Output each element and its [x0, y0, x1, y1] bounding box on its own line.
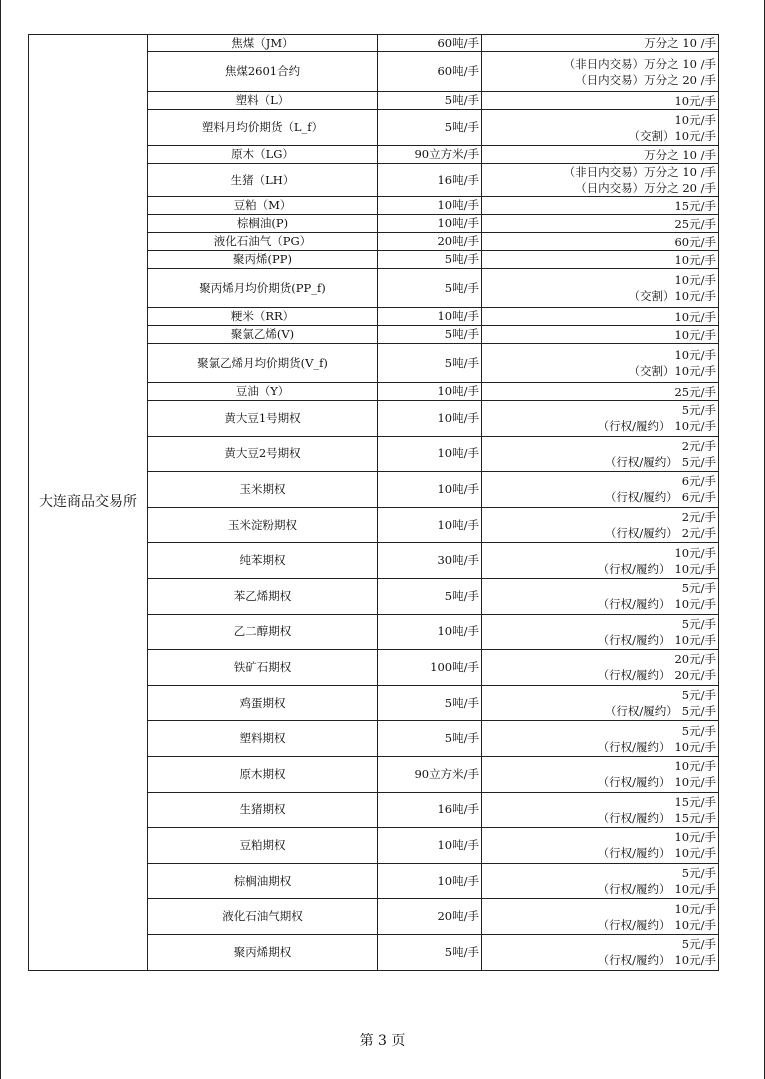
fee-line [484, 363, 716, 379]
fee-line [484, 454, 716, 470]
fee-value: （交割）10元/手 [628, 289, 716, 303]
contract-size-cell: 100吨/手 [378, 650, 482, 686]
product-name-cell: 棕榈油(P) [148, 215, 378, 233]
contract-size-cell: 60吨/手 [378, 35, 482, 52]
fee-prefix: （行权/履约） [597, 810, 671, 825]
product-name-cell: 聚氯乙烯(V) [148, 326, 378, 344]
fee-line [484, 703, 716, 719]
fee-value: 10元/手 [674, 561, 716, 576]
exchange-name-cell: 大连商品交易所 [29, 35, 148, 971]
fee-line [484, 112, 716, 128]
product-name-cell: 豆油（Y） [148, 383, 378, 401]
contract-size-cell: 16吨/手 [378, 164, 482, 197]
fee-line [484, 93, 716, 109]
contract-size-cell: 10吨/手 [378, 436, 482, 472]
contract-size-cell: 16吨/手 [378, 792, 482, 828]
product-name-cell: 聚氯乙烯月均价期货(V_f) [148, 344, 378, 383]
fee-cell [482, 721, 719, 757]
fee-cell [482, 92, 719, 110]
fee-value: 5元/手 [681, 866, 716, 881]
fee-value: 15元/手 [674, 810, 716, 825]
fee-line [484, 384, 716, 400]
fee-value: （日内交易）万分之 20 /手 [575, 181, 716, 195]
contract-size-cell: 5吨/手 [378, 92, 482, 110]
page-left-border [0, 0, 1, 1079]
fee-value: 10元/手 [674, 112, 716, 127]
fee-value: 20元/手 [674, 668, 716, 683]
fee-value: 5元/手 [681, 616, 716, 631]
fee-line [484, 128, 716, 144]
contract-size-cell: 5吨/手 [378, 251, 482, 269]
fee-value: （非日内交易）万分之 10 /手 [563, 56, 716, 71]
fee-cell [482, 436, 719, 472]
product-name-cell: 聚丙烯期权 [148, 934, 378, 970]
fee-line [484, 774, 716, 790]
contract-size-cell: 20吨/手 [378, 233, 482, 251]
product-name-cell: 塑料期权 [148, 721, 378, 757]
product-name-cell: 苯乙烯期权 [148, 578, 378, 614]
fee-line [484, 829, 716, 845]
fee-value: 10元/手 [674, 309, 716, 324]
fee-line [484, 272, 716, 288]
fee-line [484, 489, 716, 505]
fee-cell [482, 35, 719, 52]
fee-value: 10元/手 [674, 327, 716, 342]
fee-value: 10元/手 [674, 273, 716, 287]
fee-line [484, 917, 716, 933]
fee-cell [482, 934, 719, 970]
contract-size-cell: 60吨/手 [378, 52, 482, 92]
fee-line [484, 667, 716, 683]
product-name-cell: 生猪（LH） [148, 164, 378, 197]
fee-line [484, 72, 716, 88]
fee-cell [482, 863, 719, 899]
product-name-cell: 黄大豆1号期权 [148, 401, 378, 437]
fee-line [484, 418, 716, 434]
contract-size-cell: 90立方米/手 [378, 146, 482, 164]
fee-value: （非日内交易）万分之 10 /手 [563, 165, 716, 179]
contract-size-cell: 5吨/手 [378, 326, 482, 344]
fee-value: 10元/手 [674, 901, 716, 916]
fee-cell [482, 344, 719, 383]
fee-line [484, 739, 716, 755]
contract-size-cell: 10吨/手 [378, 472, 482, 508]
fee-cell [482, 899, 719, 935]
fee-cell [482, 685, 719, 721]
fee-value: 10元/手 [674, 252, 716, 267]
fee-line [484, 561, 716, 577]
fee-line [484, 580, 716, 596]
product-name-cell: 原木（LG） [148, 146, 378, 164]
contract-size-cell: 5吨/手 [378, 721, 482, 757]
fee-line [484, 438, 716, 454]
fee-value: （日内交易）万分之 20 /手 [575, 72, 716, 87]
fee-prefix: （行权/履约） [597, 419, 671, 434]
fee-value: 5元/手 [681, 723, 716, 738]
contract-size-cell: 10吨/手 [378, 507, 482, 543]
fee-value: 2元/手 [681, 438, 716, 453]
fee-table-body [29, 35, 719, 971]
contract-size-cell: 10吨/手 [378, 828, 482, 864]
fee-value: 5元/手 [681, 704, 716, 719]
fee-line [484, 216, 716, 232]
contract-size-cell: 10吨/手 [378, 401, 482, 437]
product-name-cell: 鸡蛋期权 [148, 685, 378, 721]
fee-line [484, 252, 716, 268]
contract-size-cell: 5吨/手 [378, 269, 482, 308]
fee-line [484, 687, 716, 703]
fee-line [484, 347, 716, 363]
fee-cell [482, 251, 719, 269]
product-name-cell: 豆粕期权 [148, 828, 378, 864]
fee-value: 10元/手 [674, 597, 716, 612]
fee-line [484, 473, 716, 489]
fee-line [484, 651, 716, 667]
fee-line [484, 845, 716, 861]
fee-value: 10元/手 [674, 632, 716, 647]
fee-prefix: （行权/履约） [597, 846, 671, 861]
fee-line [484, 632, 716, 648]
fee-line [484, 616, 716, 632]
fee-cell [482, 472, 719, 508]
fee-cell [482, 756, 719, 792]
product-name-cell: 玉米期权 [148, 472, 378, 508]
product-name-cell: 豆粕（M） [148, 197, 378, 215]
contract-size-cell: 30吨/手 [378, 543, 482, 579]
fee-line [484, 901, 716, 917]
table-row [29, 35, 719, 52]
fee-cell [482, 828, 719, 864]
fee-prefix: （行权/履约） [597, 561, 671, 576]
fee-value: 5元/手 [681, 403, 716, 418]
fee-value: 10元/手 [674, 545, 716, 560]
fee-line [484, 865, 716, 881]
fee-line [484, 56, 716, 72]
fee-cell [482, 401, 719, 437]
fee-line [484, 180, 716, 196]
fee-cell [482, 792, 719, 828]
fee-value: 10元/手 [674, 953, 716, 968]
fee-value: 万分之 10 /手 [644, 36, 716, 50]
fee-line [484, 758, 716, 774]
contract-size-cell: 10吨/手 [378, 614, 482, 650]
fee-line [484, 309, 716, 325]
fee-prefix: （行权/履约） [604, 526, 678, 541]
fee-line [484, 545, 716, 561]
fee-cell [482, 269, 719, 308]
contract-size-cell: 20吨/手 [378, 899, 482, 935]
fee-value: 60元/手 [674, 234, 716, 249]
fee-value: 10元/手 [674, 917, 716, 932]
fee-line [484, 936, 716, 952]
contract-size-cell: 10吨/手 [378, 383, 482, 401]
fee-value: 5元/手 [681, 937, 716, 952]
fee-prefix: （行权/履约） [597, 775, 671, 790]
fee-value: 6元/手 [681, 490, 716, 505]
fee-cell [482, 233, 719, 251]
product-name-cell: 聚丙烯月均价期货(PP_f) [148, 269, 378, 308]
contract-size-cell: 10吨/手 [378, 863, 482, 899]
fee-value: 15元/手 [674, 794, 716, 809]
contract-size-cell: 10吨/手 [378, 215, 482, 233]
fee-value: 5元/手 [681, 581, 716, 596]
fee-value: 10元/手 [674, 93, 716, 108]
fee-value: 20元/手 [674, 652, 716, 667]
fee-cell [482, 326, 719, 344]
product-name-cell: 玉米淀粉期权 [148, 507, 378, 543]
fee-cell [482, 146, 719, 164]
contract-size-cell: 5吨/手 [378, 110, 482, 146]
product-name-cell: 焦煤（JM） [148, 35, 378, 52]
fee-line [484, 147, 716, 163]
fee-cell [482, 308, 719, 326]
fee-prefix: （行权/履约） [604, 704, 678, 719]
product-name-cell: 乙二醇期权 [148, 614, 378, 650]
product-name-cell: 棕榈油期权 [148, 863, 378, 899]
fee-value: 2元/手 [681, 510, 716, 525]
fee-cell [482, 578, 719, 614]
fee-prefix: （行权/履约） [597, 668, 671, 683]
fee-line [484, 164, 716, 180]
fee-line [484, 288, 716, 304]
product-name-cell: 纯苯期权 [148, 543, 378, 579]
fee-value: 10元/手 [674, 419, 716, 434]
fee-cell [482, 215, 719, 233]
fee-value: 10元/手 [674, 739, 716, 754]
product-name-cell: 塑料月均价期货（L_f） [148, 110, 378, 146]
fee-cell [482, 383, 719, 401]
product-name-cell: 粳米（RR） [148, 308, 378, 326]
product-name-cell: 生猪期权 [148, 792, 378, 828]
fee-cell [482, 52, 719, 92]
product-name-cell: 液化石油气（PG） [148, 233, 378, 251]
fee-value: 5元/手 [681, 454, 716, 469]
contract-size-cell: 90立方米/手 [378, 756, 482, 792]
fee-cell [482, 650, 719, 686]
product-name-cell: 液化石油气期权 [148, 899, 378, 935]
fee-prefix: （行权/履约） [604, 490, 678, 505]
fee-line [484, 234, 716, 250]
fee-cell [482, 614, 719, 650]
fee-prefix: （行权/履约） [597, 632, 671, 647]
fee-value: 10元/手 [674, 830, 716, 845]
fee-cell [482, 543, 719, 579]
page-footer: 第 3 页 [359, 1033, 406, 1049]
fee-line [484, 952, 716, 968]
fee-cell [482, 110, 719, 146]
fee-value: 10元/手 [674, 846, 716, 861]
fee-line [484, 198, 716, 214]
fee-value: 10元/手 [674, 348, 716, 362]
fee-value: 15元/手 [674, 198, 716, 213]
contract-size-cell: 5吨/手 [378, 344, 482, 383]
contract-size-cell: 5吨/手 [378, 578, 482, 614]
fee-line [484, 794, 716, 810]
fee-table [28, 34, 719, 971]
fee-value: 6元/手 [681, 474, 716, 489]
fee-value: 10元/手 [674, 775, 716, 790]
fee-value: （交割）10元/手 [628, 128, 716, 143]
contract-size-cell: 10吨/手 [378, 308, 482, 326]
fee-prefix: （行权/履约） [597, 917, 671, 932]
fee-line [484, 723, 716, 739]
fee-line [484, 525, 716, 541]
fee-cell [482, 164, 719, 197]
fee-line [484, 402, 716, 418]
contract-size-cell: 10吨/手 [378, 197, 482, 215]
product-name-cell: 黄大豆2号期权 [148, 436, 378, 472]
fee-line [484, 881, 716, 897]
fee-value: 25元/手 [674, 384, 716, 399]
product-name-cell: 原木期权 [148, 756, 378, 792]
fee-line [484, 596, 716, 612]
fee-prefix: （行权/履约） [597, 739, 671, 754]
fee-prefix: （行权/履约） [597, 953, 671, 968]
product-name-cell: 聚丙烯(PP) [148, 251, 378, 269]
fee-line [484, 35, 716, 51]
fee-value: 5元/手 [681, 688, 716, 703]
fee-cell [482, 507, 719, 543]
fee-line [484, 509, 716, 525]
fee-value: 10元/手 [674, 882, 716, 897]
fee-prefix: （行权/履约） [604, 454, 678, 469]
fee-line [484, 810, 716, 826]
contract-size-cell: 5吨/手 [378, 934, 482, 970]
fee-cell [482, 197, 719, 215]
fee-value: （交割）10元/手 [628, 364, 716, 378]
fee-prefix: （行权/履约） [597, 597, 671, 612]
product-name-cell: 塑料（L） [148, 92, 378, 110]
fee-line [484, 327, 716, 343]
product-name-cell: 铁矿石期权 [148, 650, 378, 686]
fee-value: 10元/手 [674, 759, 716, 774]
fee-prefix: （行权/履约） [597, 882, 671, 897]
product-name-cell: 焦煤2601合约 [148, 52, 378, 92]
fee-value: 2元/手 [681, 526, 716, 541]
fee-value: 万分之 10 /手 [644, 147, 716, 162]
contract-size-cell: 5吨/手 [378, 685, 482, 721]
fee-value: 25元/手 [674, 216, 716, 231]
